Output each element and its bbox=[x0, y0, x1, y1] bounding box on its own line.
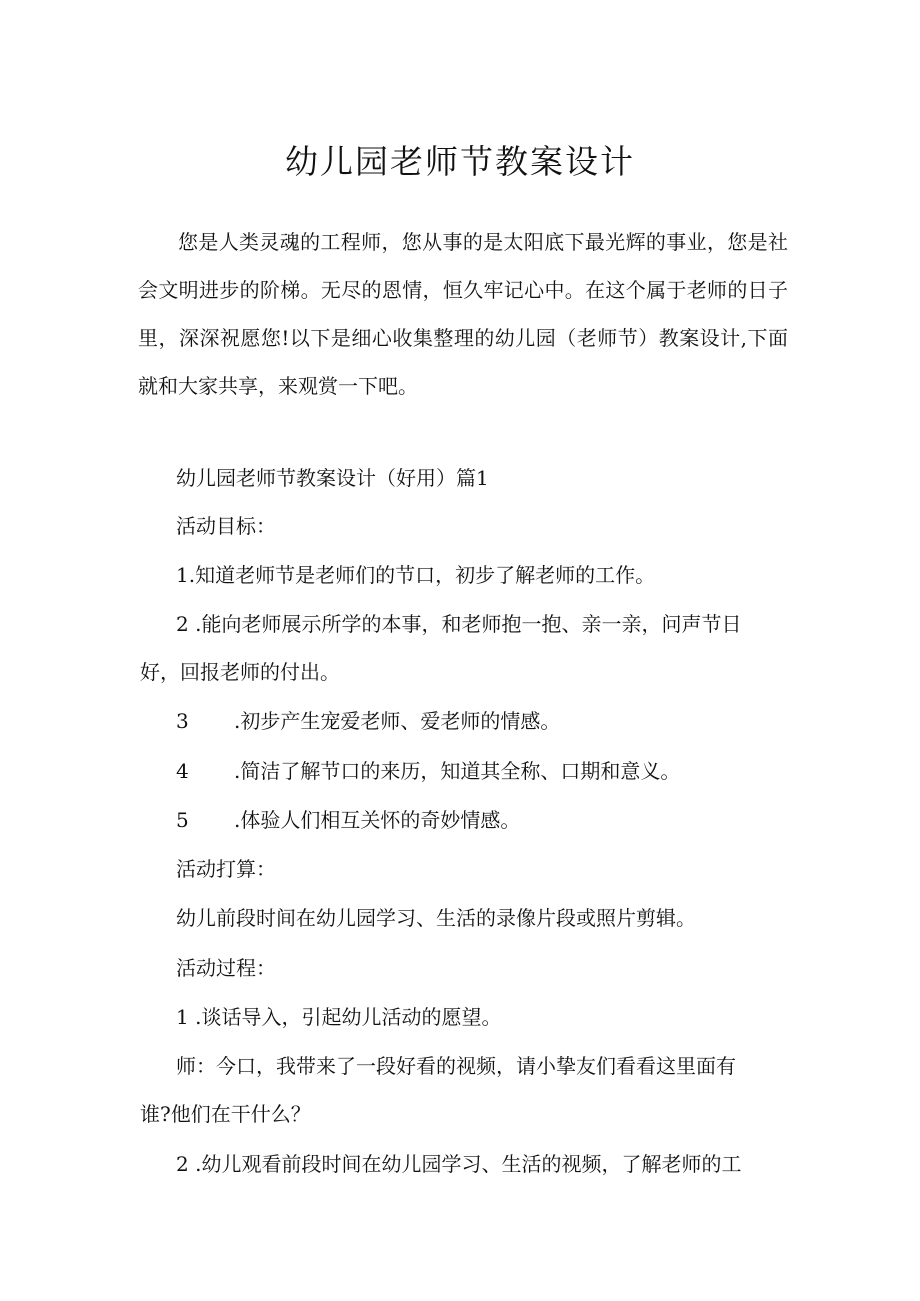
goal-item-1: 1.知道老师节是老师们的节口，初步了解老师的工作。 bbox=[176, 563, 656, 587]
process-step-2: 2 .幼儿观看前段时间在幼儿园学习、生活的视频，了解老师的工 bbox=[176, 1152, 742, 1176]
goal-item-3 bbox=[176, 709, 560, 733]
prep-text: 幼儿前段时间在幼儿园学习、生活的录像片段或照片剪辑。 bbox=[176, 906, 696, 930]
intro-paragraph: 您是人类灵魂的工程师，您从事的是太阳底下最光辉的事业，您是社会文明进步的阶梯。无尽的恩情，恒久牢记心中。在这个属于老师的日子里，深深祝愿您!以下是细心收集整理的幼儿园（老师节）教案设计,下面就和大家共享，来观赏一下吧。 bbox=[138, 230, 788, 398]
process-step-1: 1 .谈话导入，引起幼儿活动的愿望。 bbox=[176, 1005, 502, 1029]
goal-4-text: .简洁了解节口的来历，知道其全称、口期和意义。 bbox=[234, 759, 681, 783]
goal-item-2: 2 .能向老师展示所学的本事，和老师抱一抱、亲一亲，问声节日好，回报老师的付出。 bbox=[140, 612, 742, 684]
goal-item-5 bbox=[176, 808, 520, 832]
teacher-line: 师：今口，我带来了一段好看的视频，请小挚友们看看这里面有谁?他们在干什么？ bbox=[140, 1054, 736, 1126]
process-label: 活动过程： bbox=[176, 956, 276, 980]
goal-4-number: 4 bbox=[176, 759, 189, 783]
goal-3-number: 3 bbox=[176, 709, 189, 733]
goal-item-4 bbox=[176, 759, 680, 783]
goals-label: 活动目标： bbox=[176, 514, 276, 538]
document-title: 幼儿园老师节教案设计 bbox=[285, 142, 635, 181]
goal-5-text: .体验人们相互关怀的奇妙情感。 bbox=[234, 808, 521, 832]
prep-label: 活动打算： bbox=[176, 857, 276, 881]
goal-3-text: .初步产生宠爱老师、爱老师的情感。 bbox=[234, 709, 561, 733]
goal-5-number: 5 bbox=[176, 808, 189, 832]
section-heading: 幼儿园老师节教案设计（好用）篇1 bbox=[176, 466, 489, 490]
